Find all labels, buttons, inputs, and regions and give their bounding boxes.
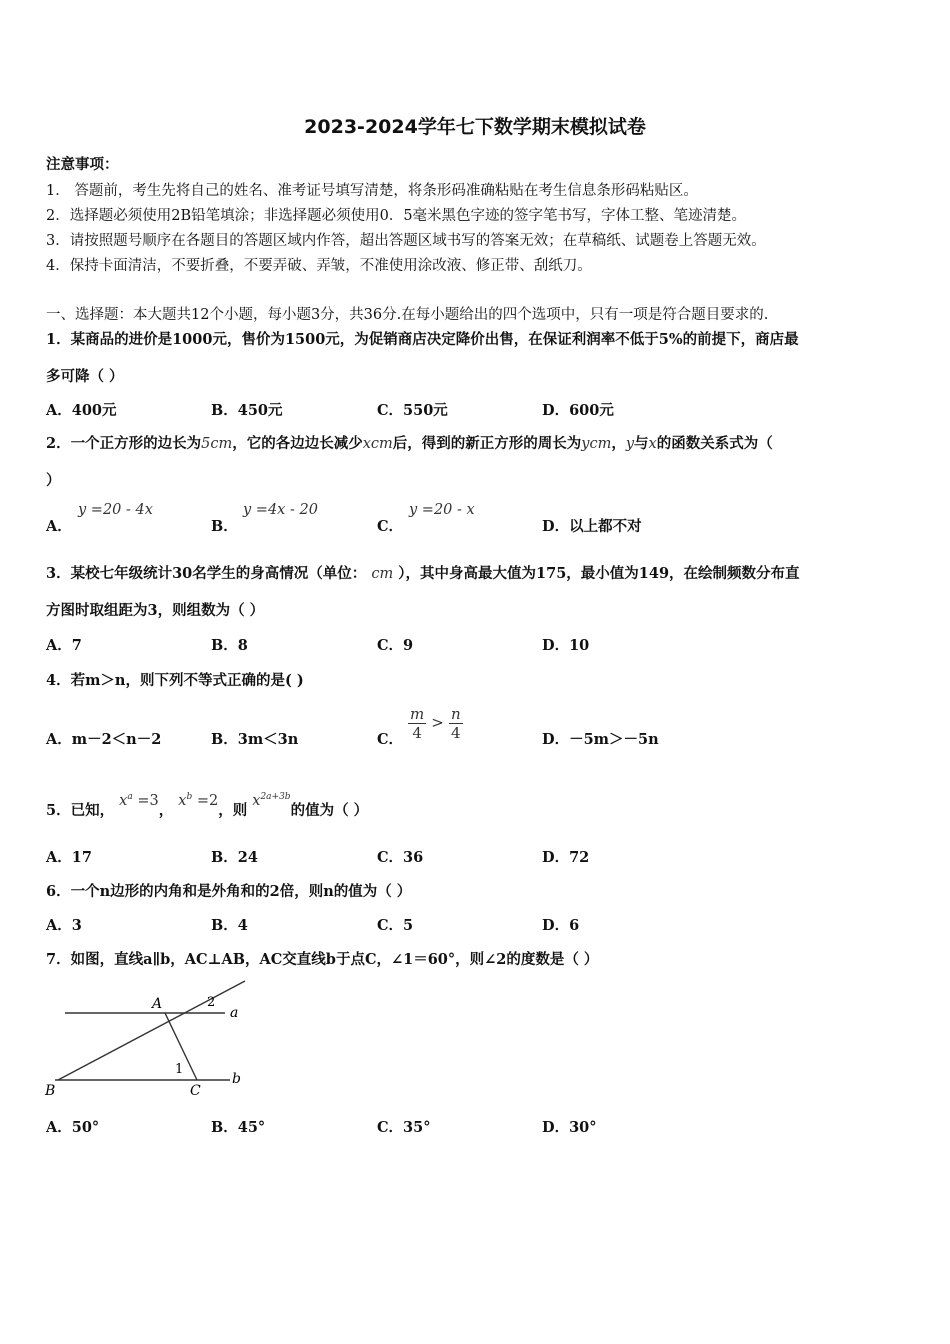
- q1-stem-line2: 多可降（ ）: [46, 368, 124, 385]
- q3-option-d: D．10: [542, 637, 590, 654]
- q3-option-b: B．8: [211, 637, 248, 654]
- q5-expr-2: $x^b =2$: [178, 792, 219, 809]
- q2-math-side: 5cm: [201, 436, 233, 452]
- q2-text-4: ，: [611, 435, 626, 452]
- q1-option-d: D．600元: [542, 402, 614, 419]
- q3-text-1: 3．某校七年级统计30名学生的身高情况（单位：: [46, 565, 367, 582]
- q5-text-3: 的值为（ ）: [290, 802, 369, 819]
- exam-title: 2023-2024学年七下数学期末模拟试卷: [304, 116, 646, 138]
- q3-stem-line1: [46, 562, 800, 583]
- q7-option-b: B．45°: [211, 1119, 266, 1136]
- q5-option-c: C．36: [377, 849, 424, 866]
- notice-item-3: 3．请按照题号顺序在各题目的答题区域内作答，超出答题区域书写的答案无效；在草稿纸、试题卷上答题无效。: [46, 233, 766, 249]
- q2-option-c-label: C．: [377, 518, 404, 535]
- q4-option-c-formula: [408, 705, 463, 742]
- q2-option-d: D．以上都不对: [542, 518, 642, 535]
- q6-option-d: D．6: [542, 917, 580, 934]
- q5-stem: [46, 792, 369, 820]
- q2-math-x: x: [648, 436, 657, 452]
- q7-option-d: D．30°: [542, 1119, 597, 1136]
- q7-stem: 7．如图，直线a∥b，AC⊥AB，AC交直线b于点C，∠1＝60°，则∠2的度数是（ ）: [46, 951, 599, 968]
- notice-heading: 注意事项：: [46, 156, 119, 173]
- q3-unit: cm: [371, 566, 394, 582]
- q2-text-6: 的函数关系式为（: [656, 435, 773, 452]
- q7-option-c: C．35°: [377, 1119, 431, 1136]
- fraction-left: $\frac{m}{4}$: [410, 705, 425, 742]
- label-point-a: A: [152, 996, 163, 1012]
- q7-option-a: A．50°: [46, 1119, 100, 1136]
- q1-option-a: A．400元: [46, 402, 117, 419]
- q7-geometry-figure: [40, 975, 260, 1100]
- q2-text-2: ，它的各边边长减少: [232, 435, 363, 452]
- q2-option-a-label: A．: [46, 518, 72, 535]
- q5-option-d: D．72: [542, 849, 590, 866]
- q2-option-c-formula: y =20 - x: [409, 502, 475, 518]
- q5-option-b: B．24: [211, 849, 258, 866]
- q4-option-d: D．－5m＞－5n: [542, 731, 659, 748]
- q2-stem-line1: [46, 432, 773, 453]
- notice-item-1: 1． 答题前，考生先将自己的姓名、准考证号填写清楚，将条形码准确粘贴在考生信息条形码粘贴区。: [46, 183, 698, 199]
- q2-math-y: y: [625, 436, 635, 452]
- notice-item-4: 4．保持卡面清洁，不要折叠，不要弄破、弄皱，不准使用涂改液、修正带、刮纸刀。: [46, 258, 592, 274]
- q6-stem: 6．一个n边形的内角和是外角和的2倍，则n的值为（ ）: [46, 883, 412, 900]
- q1-option-c: C．550元: [377, 402, 448, 419]
- q6-option-a: A．3: [46, 917, 82, 934]
- fraction-right: $\frac{n}{4}$: [450, 705, 461, 742]
- label-line-b: b: [232, 1071, 241, 1087]
- q2-text-5: 与: [634, 435, 649, 452]
- q2-math-decrease: xcm: [362, 436, 393, 452]
- label-point-c: C: [190, 1083, 201, 1099]
- q2-option-b-label: B．: [211, 518, 238, 535]
- q6-option-c: C．5: [377, 917, 414, 934]
- q2-text-1: 2．一个正方形的边长为: [46, 435, 202, 452]
- label-angle-2: 2: [207, 995, 216, 1010]
- q3-stem-line2: 方图时取组距为3，则组数为（ ）: [46, 602, 265, 619]
- q1-stem-line1: 1．某商品的进价是1000元，售价为1500元，为促销商店决定降价出售，在保证利润率不低于5%的前提下，商店最: [46, 331, 799, 348]
- q2-option-a-formula: y =20 - 4x: [78, 502, 153, 518]
- q1-option-b: B．450元: [211, 402, 283, 419]
- q4-option-b: B．3m＜3n: [211, 731, 299, 748]
- label-line-a: a: [230, 1005, 239, 1021]
- notice-item-2: 2．选择题必须使用2B铅笔填涂；非选择题必须使用0．5毫米黑色字迹的签字笔书写，字体工整、笔迹清楚。: [46, 208, 747, 224]
- q3-option-a: A．7: [46, 637, 82, 654]
- label-point-b: B: [45, 1083, 56, 1099]
- q2-option-b-formula: y =4x - 20: [243, 502, 318, 518]
- q4-option-c-label: C．: [377, 731, 404, 748]
- q3-option-c: C．9: [377, 637, 414, 654]
- q2-stem-line2: ）: [46, 472, 61, 489]
- q6-option-b: B．4: [211, 917, 248, 934]
- greater-than-sign: >: [431, 713, 444, 732]
- q5-comma: ，: [158, 802, 174, 819]
- section-heading: 一、选择题：本大题共12个小题，每小题3分，共36分.在每小题给出的四个选项中，只有一项是符合题目要求的.: [46, 307, 769, 323]
- q5-expr-1: $x^a =3$: [119, 792, 159, 809]
- q2-math-perimeter: ycm: [581, 436, 612, 452]
- q5-text-1: 5．已知，: [46, 802, 115, 819]
- q3-text-2: ），其中身高最大值为175，最小值为149，在绘制频数分布直: [398, 565, 800, 582]
- q2-text-3: 后，得到的新正方形的周长为: [392, 435, 582, 452]
- q4-option-a: A．m－2＜n－2: [46, 731, 162, 748]
- q4-stem: 4．若m＞n，则下列不等式正确的是( ): [46, 672, 304, 689]
- q5-text-2: ，则: [218, 802, 248, 819]
- q5-expr-3: $x^{2a+3b}$: [252, 792, 291, 809]
- label-angle-1: 1: [175, 1062, 184, 1077]
- q5-option-a: A．17: [46, 849, 92, 866]
